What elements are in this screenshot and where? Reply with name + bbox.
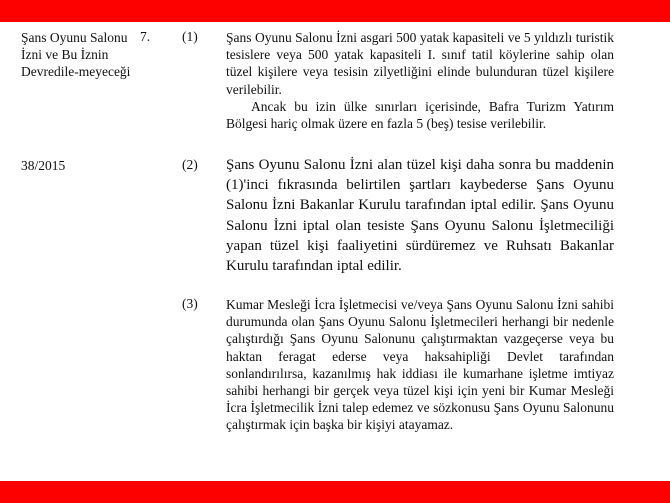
bottom-red-band <box>0 481 670 503</box>
marginal-heading: Şans Oyunu Salonu İzni ve Bu İznin Devredile-meyeceği <box>21 30 131 80</box>
section-number: 7. <box>140 29 151 44</box>
subsection-label-2: (2) <box>182 157 198 172</box>
paragraph-1b: Ancak bu izin ülke sınırları içerisinde, Bafra Turizm Yatırım Bölgesi hariç olmak üzere en fazla 5 (beş) tesise verilebilir. <box>226 98 614 132</box>
subsection-label-1: (1) <box>182 29 198 44</box>
subsection-text-3 <box>226 296 614 434</box>
paragraph-1a: Şans Oyunu Salonu İzni asgari 500 yatak kapasiteli ve 5 yıldızlı turistik tesislere veya 500 yatak kapasiteli I. sınıf tatil köylerine sahip olan tüzel kişilere veya tesisin zilyetliğini elinde bulunduran tüzel kişilere verilebilir. <box>226 30 614 97</box>
subsection-text-1 <box>226 29 614 132</box>
paragraph-3: Kumar Mesleği İcra İşletmecisi ve/veya Şans Oyunu Salonu İzni sahibi durumunda olan Şans Oyunu Salonu İşletmecileri herhangi bir nedenle çalıştırdığı Şans Oyunu Salonunu çalıştırmaktan vazgeçerse veya bu haktan feragat ederse veya haksahipliği Devlet tarafından sonlandırılırsa, kazanılmış hak iddiası ile kumarhane işletme imtiyaz sahibi herhangi bir gerçek veya tüzel kişi için yeni bir Kumar Mesleği İcra İşletmecilik İzni talep edemez ve sözkonusu Şans Oyunu Salonunu çalıştırmak için başka bir kişiyi atayamaz. <box>226 297 614 433</box>
top-red-band <box>0 0 670 22</box>
subsection-text-2 <box>226 155 614 276</box>
paragraph-2: Şans Oyunu Salonu İzni alan tüzel kişi daha sonra bu maddenin (1)'inci fıkrasında belirtilen şartları kaybederse Şans Oyunu Salonu İzni Bakanlar Kurulu tarafından iptal edilir. Şans Oyunu Salonu İzni iptal olan tesiste Şans Oyunu Salonu İşletmeciliği yapan tüzel kişi faaliyetini sürdüremez ve Ruhsatı Bakanlar Kurulu tarafından iptal edilir. <box>226 157 614 275</box>
amendment-reference: 38/2015 <box>21 158 66 173</box>
subsection-label-3: (3) <box>182 296 198 311</box>
